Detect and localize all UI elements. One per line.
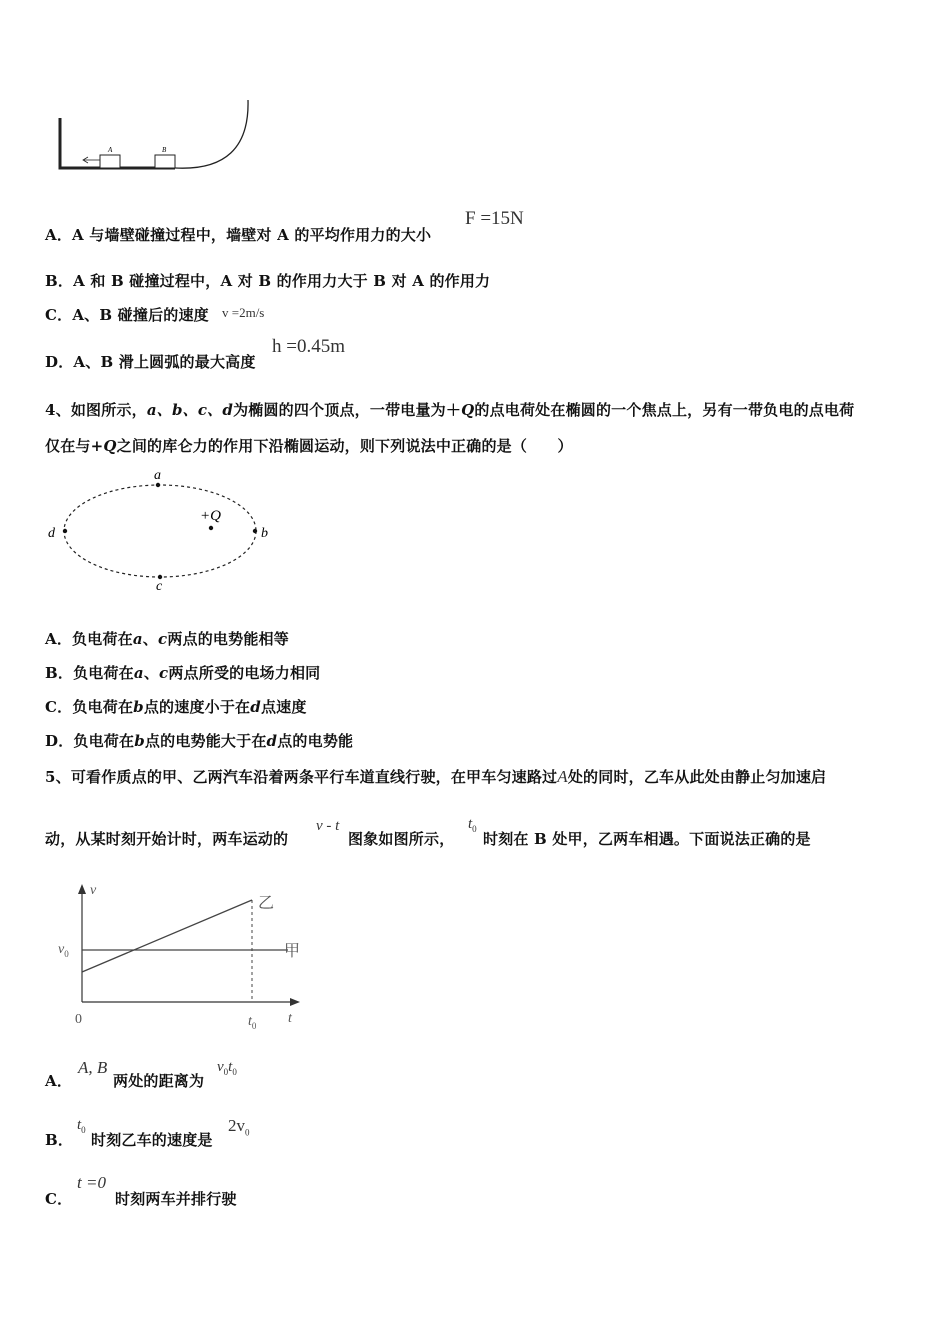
v-axis-label: v xyxy=(90,883,97,898)
option-text: B．负电荷在 xyxy=(45,664,134,682)
q5-point-var: A xyxy=(557,767,568,786)
q5-stem-line2 xyxy=(45,828,288,849)
q4-stem-text: 之间的库仑力的作用下沿椭圆运动，则下列说法中正确的是（ ） xyxy=(116,437,573,455)
option-var: a xyxy=(132,630,143,648)
option-text: 两点所受的电场力相同 xyxy=(168,664,321,682)
v-axis-arrow xyxy=(78,884,86,894)
q3-option-a-formula: F =15N xyxy=(465,208,524,229)
option-var: b xyxy=(133,698,144,716)
option-text: 、 xyxy=(142,630,158,648)
q5-stem-text: 图象如图所示， xyxy=(348,830,455,848)
origin-label: 0 xyxy=(75,1012,82,1027)
q4-stem-text: 4、如图所示， xyxy=(45,401,147,419)
q5-option-a-text: 两处的距离为 xyxy=(113,1072,205,1090)
option-var: d xyxy=(266,732,278,750)
block-a xyxy=(100,155,120,168)
point-a xyxy=(156,483,160,487)
subscript: 0 xyxy=(81,1125,86,1135)
yi-label: 乙 xyxy=(258,895,275,912)
t-axis-label: t xyxy=(288,1011,292,1026)
t-symbol: t xyxy=(468,816,473,832)
q3-option-c xyxy=(45,304,209,325)
velocity-symbol: 2v xyxy=(228,1116,245,1135)
q4-stem-text: 为椭圆的四个顶点，一带电量为＋ xyxy=(233,401,462,419)
q3-option-d xyxy=(45,351,256,372)
option-var: b xyxy=(134,732,145,750)
option-text: 点的电势能 xyxy=(277,732,354,750)
q4-stem-line2 xyxy=(45,435,573,456)
q5-option-c-label: C． xyxy=(45,1190,73,1208)
v0-label: $v_0$ xyxy=(58,942,69,959)
v-symbol: v xyxy=(217,1059,224,1075)
label-c: c xyxy=(156,579,163,594)
q5-t0-label xyxy=(468,816,477,834)
q5-option-b-math xyxy=(77,1117,86,1135)
q5-stem-text: 时刻在 B 处甲，乙两车相遇。下面说法正确的是 xyxy=(483,830,811,848)
label-b: b xyxy=(261,526,268,541)
option-var: c xyxy=(159,664,169,682)
q5-option-a-label: A． xyxy=(45,1072,73,1090)
q5-option-a-math: A, B xyxy=(78,1058,108,1077)
block-b xyxy=(155,155,175,168)
option-text: 、 xyxy=(143,664,160,682)
option-text: 点速度 xyxy=(260,698,307,716)
t-symbol: t xyxy=(77,1117,82,1133)
t-symbol: t xyxy=(228,1059,233,1075)
option-text: 两点的电势能相等 xyxy=(167,630,289,648)
q4-vertex-vars: a、b、c、d xyxy=(146,401,234,419)
q5-stem-line2b xyxy=(348,828,454,849)
option-text: 点的电势能大于在 xyxy=(144,732,267,750)
q3-option-d-formula: h =0.45m xyxy=(272,336,345,357)
q3-option-c-formula: v =2m/s xyxy=(222,305,265,320)
block-a-label: A xyxy=(108,146,113,154)
option-text: 点的速度小于在 xyxy=(143,698,251,716)
q4-charge-var: Q xyxy=(461,401,475,419)
ellipse-figure xyxy=(40,465,280,595)
label-d: d xyxy=(48,526,55,541)
subscript: 0 xyxy=(223,1067,229,1077)
q5-stem-line1 xyxy=(45,766,826,787)
q3-option-a xyxy=(45,224,431,245)
ellipse-orbit xyxy=(64,485,256,577)
subscript: 0 xyxy=(232,1067,237,1077)
charge-point xyxy=(209,526,213,530)
yi-line xyxy=(82,900,252,972)
option-var: c xyxy=(157,630,168,648)
q5-vt-label: v - t xyxy=(316,818,340,834)
q5-stem-line2c xyxy=(483,828,811,849)
q5-option-b-label: B． xyxy=(45,1131,74,1149)
q4-charge-var: Q xyxy=(103,437,117,455)
q3-option-b: B．A 和 B 碰撞过程中，A 对 B 的作用力大于 B 对 A 的作用力 xyxy=(45,272,491,290)
q3-option-a-text: A．A 与墙壁碰撞过程中，墙壁对 A 的平均作用力的大小 xyxy=(45,226,432,244)
label-a: a xyxy=(154,468,161,483)
t-axis-arrow xyxy=(290,998,300,1006)
q5-stem-text: 动，从某时刻开始计时，两车运动的 xyxy=(45,830,289,848)
block-b-label: B xyxy=(162,146,167,154)
point-d xyxy=(63,529,67,533)
option-var: a xyxy=(133,664,144,682)
collision-figure xyxy=(50,100,260,180)
q5-option-a-result xyxy=(217,1059,237,1077)
label-charge: +Q xyxy=(200,508,221,524)
q4-option-d xyxy=(45,730,353,751)
q4-stem-text: 的点电荷处在椭圆的一个焦点上，另有一带负电的点电荷 xyxy=(474,401,855,419)
vt-graph xyxy=(50,880,320,1035)
q5-option-c-text: 时刻两车并排行驶 xyxy=(115,1190,237,1208)
q5-stem-text: 处的同时，乙车从此处由静止匀加速启 xyxy=(567,768,827,786)
q5-option-c-math: t =0 xyxy=(77,1173,106,1192)
q4-option-c xyxy=(45,696,307,717)
point-b xyxy=(253,529,257,533)
option-text: D．负电荷在 xyxy=(45,732,135,750)
q3-option-c-text: C．A、B 碰撞后的速度 xyxy=(45,306,209,324)
option-var: d xyxy=(250,698,261,716)
option-text: C．负电荷在 xyxy=(45,698,134,716)
q5-option-b-text: 时刻乙车的速度是 xyxy=(91,1131,213,1149)
option-text: A．负电荷在 xyxy=(45,630,133,648)
subscript: 0 xyxy=(245,1127,250,1138)
q4-option-b xyxy=(45,662,320,683)
t0-label: $t_0$ xyxy=(248,1014,257,1031)
q4-option-a xyxy=(45,628,289,649)
q4-stem-line1 xyxy=(45,399,854,420)
jia-label: 甲 xyxy=(284,943,301,960)
subscript: 0 xyxy=(472,824,477,834)
q5-option-b-result xyxy=(228,1116,250,1137)
circular-arc xyxy=(175,100,248,168)
q3-option-d-text: D．A、B 滑上圆弧的最大高度 xyxy=(45,353,256,371)
q5-stem-text: 5、可看作质点的甲、乙两汽车沿着两条平行车道直线行驶，在甲车匀速路过 xyxy=(45,768,558,786)
q4-stem-text: 仅在与+ xyxy=(45,437,104,455)
